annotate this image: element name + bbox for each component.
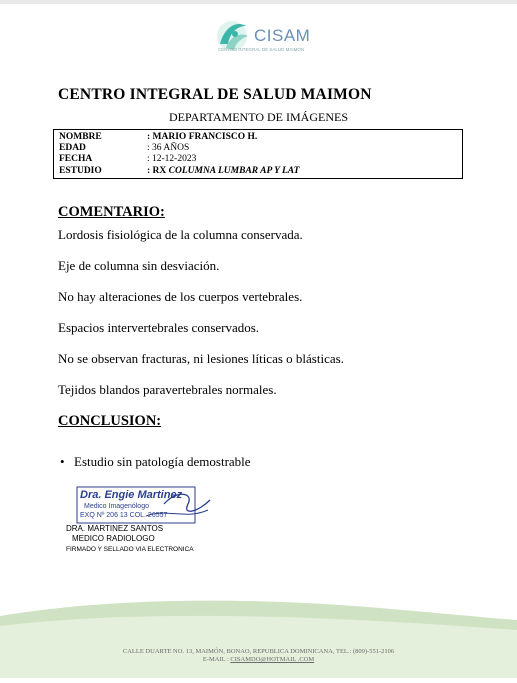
name-label: NOMBRE — [59, 132, 102, 142]
patient-age-row — [59, 143, 457, 154]
footer-wave — [0, 600, 517, 678]
patient-info-box — [53, 129, 463, 179]
email-label: E-MAIL : — [202, 656, 231, 663]
footer-wave-icon — [0, 600, 517, 678]
comments-heading: COMENTARIO: — [58, 204, 165, 220]
comment-line: No se observan fracturas, ni lesiones líticas o blásticas. — [58, 351, 344, 366]
signer-role: MEDICO RADIOLOGO — [72, 534, 155, 543]
age-label: EDAD — [59, 143, 86, 154]
comment-line: Tejidos blandos paravertebrales normales. — [58, 382, 277, 397]
date-label: FECHA — [59, 154, 93, 165]
comment-line: Eje de columna sin desviación. — [58, 258, 220, 273]
comment-line: No hay alteraciones de los cuerpos vertebrales. — [58, 289, 303, 304]
signer-block — [66, 524, 163, 544]
study-row — [59, 166, 457, 177]
comment-line: Espacios intervertebrales conservados. — [58, 320, 260, 335]
stamp-name: Dra. Engie Martinez — [80, 489, 183, 501]
conclusion-item: • Estudio sin patología demostrable — [74, 454, 251, 470]
footer-address: CALLE DUARTE NO. 13, MAIMÓN, BONAO, REPUBLICA DOMINICANA, TEL.: (809)-551-2106 — [122, 648, 395, 655]
footer-email-line — [0, 656, 517, 663]
age-value: : 36 AÑOS — [147, 143, 190, 154]
logo-wordmark: CISAM — [254, 26, 311, 45]
date-value: : 12-12-2023 — [147, 154, 197, 165]
study-value: COLUMNA LUMBAR AP Y LAT — [168, 165, 300, 176]
cisam-logo — [202, 14, 322, 58]
email-link[interactable]: CISAMDO@HOTMAIL .COM — [230, 656, 315, 663]
logo-tagline: CENTRO INTEGRAL DE SALUD MAIMON — [218, 47, 305, 52]
top-border — [0, 0, 517, 4]
signature-stamp — [76, 486, 216, 526]
department-name: DEPARTAMENTO DE IMÁGENES — [169, 110, 348, 124]
name-value: : MARIO FRANCISCO H. — [147, 132, 258, 142]
patient-name-row — [59, 132, 457, 143]
signed-note: FIRMADO Y SELLADO VIA ELECTRONICA — [66, 546, 194, 553]
study-prefix: : RX — [147, 165, 169, 176]
stamp-registration: EXQ Nº 206 13 COL. 26557 — [80, 512, 168, 519]
study-label: ESTUDIO — [59, 165, 102, 176]
exam-date-row — [59, 154, 457, 165]
stamp-role: Medico Imagenólogo — [84, 503, 149, 510]
comment-line: Lordosis fisiológica de la columna conservada. — [58, 227, 303, 242]
signer-name: DRA. MARTINEZ SANTOS — [66, 524, 164, 533]
page-title: CENTRO INTEGRAL DE SALUD MAIMON — [58, 86, 372, 103]
conclusion-heading: CONCLUSION: — [58, 413, 162, 429]
